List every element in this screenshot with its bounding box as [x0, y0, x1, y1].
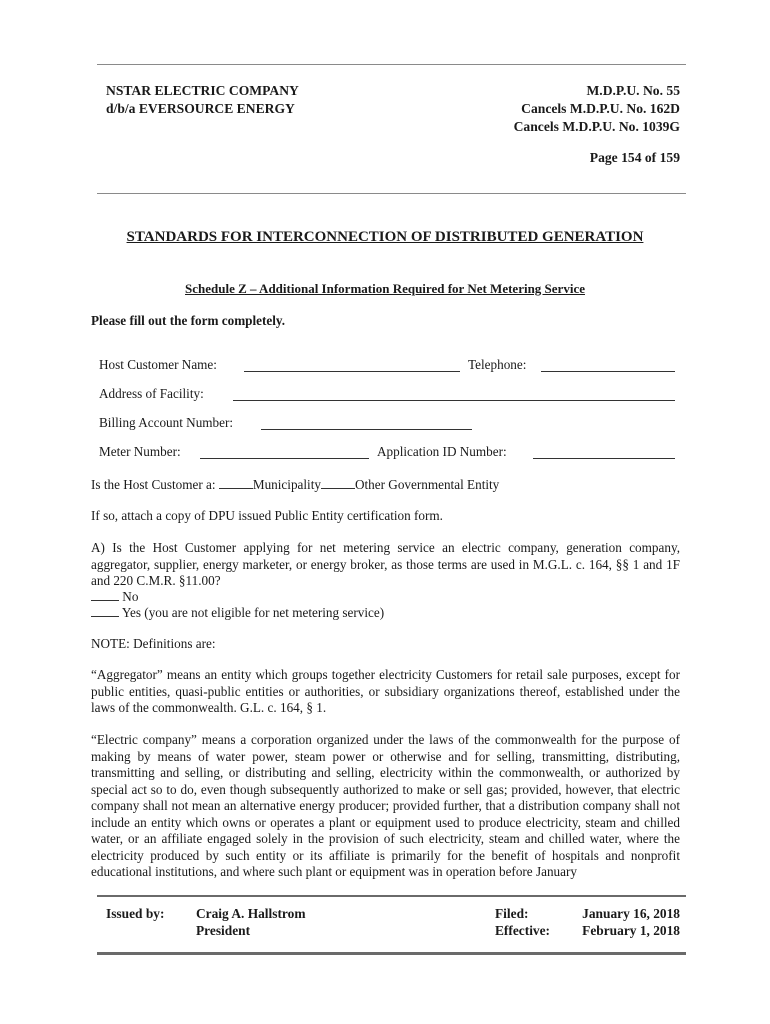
tariff-block [380, 82, 680, 167]
issuer-name: Craig A. Hallstrom [196, 906, 306, 921]
application-id-field[interactable] [533, 444, 675, 459]
definition-aggregator: “Aggregator” means an entity which groups together electricity Customers for retail sale purposes, except for public entities, quasi-public entities or authorities, or subsidiary organizations thereof, established under the laws of the commonwealth. G.L. c. 164, § 1. [91, 667, 680, 715]
footer-rule-top [97, 895, 686, 897]
top-rule [97, 64, 686, 65]
question-a: A) Is the Host Customer applying for net metering service an electric company, generation company, aggregator, supplier, energy marketer, or energy broker, as those terms are used in M.G.L. c. 164, §§ 1 and 1F and 220 C.M.R. §11.00? [91, 540, 680, 588]
company-line-2: d/b/a EVERSOURCE ENERGY [106, 101, 295, 116]
telephone-label: Telephone: [468, 357, 527, 372]
company-line-1: NSTAR ELECTRIC COMPANY [106, 83, 299, 98]
cancels-line-1: Cancels M.D.P.U. No. 162D [521, 101, 680, 116]
answer-no-label: No [122, 589, 139, 604]
meter-number-label: Meter Number: [99, 444, 181, 459]
document-title: STANDARDS FOR INTERCONNECTION OF DISTRIBUTED GENERATION [126, 229, 644, 245]
municipality-blank[interactable] [219, 476, 253, 489]
issuer-block [196, 905, 305, 939]
schedule-title: Schedule Z – Additional Information Required for Net Metering Service [185, 281, 585, 296]
header-rule [97, 193, 686, 194]
answer-yes-row [91, 604, 384, 622]
footer-rule-bottom [97, 952, 686, 955]
application-id-label: Application ID Number: [377, 444, 507, 459]
cancels-line-2: Cancels M.D.P.U. No. 1039G [513, 119, 680, 134]
form-instruction: Please fill out the form completely. [91, 313, 286, 328]
municipality-option: Municipality [252, 477, 321, 492]
answer-yes-blank[interactable] [91, 604, 119, 617]
telephone-field[interactable] [541, 357, 675, 372]
effective-label: Effective: [495, 923, 551, 938]
meter-number-field[interactable] [200, 444, 369, 459]
dates-block [560, 905, 680, 939]
billing-account-field[interactable] [261, 415, 472, 430]
other-entity-blank[interactable] [321, 476, 355, 489]
issuer-title: President [196, 923, 251, 938]
address-field[interactable] [233, 386, 675, 401]
answer-yes-label: Yes (you are not eligible for net metering service) [121, 605, 385, 620]
host-question-prefix: Is the Host Customer a: [91, 477, 216, 492]
company-name [106, 82, 299, 118]
other-entity-option: Other Governmental Entity [354, 477, 500, 492]
filed-date: January 16, 2018 [582, 906, 680, 921]
answer-no-row [91, 588, 138, 606]
issued-by-label: Issued by: [106, 906, 165, 921]
host-customer-name-label: Host Customer Name: [99, 357, 217, 372]
page-number: Page 154 of 159 [589, 150, 680, 165]
tariff-number: M.D.P.U. No. 55 [586, 83, 680, 98]
attach-note: If so, attach a copy of DPU issued Public Entity certification form. [91, 508, 443, 523]
filed-label-block [495, 905, 550, 939]
note-heading: NOTE: Definitions are: [91, 636, 216, 651]
filed-label: Filed: [495, 906, 529, 921]
address-label: Address of Facility: [99, 386, 204, 401]
host-customer-name-field[interactable] [244, 357, 460, 372]
answer-no-blank[interactable] [91, 588, 119, 601]
billing-account-label: Billing Account Number: [99, 415, 234, 430]
definition-electric-company: “Electric company” means a corporation organized under the laws of the commonwealth for the purpose of making by means of water power, steam power or otherwise and for selling, transmitting, distributing, transmitting and selling, or distributing and selling, electricity within the commonwealth, or authorized by special act so to do, even though subsequently authorized to make or sell gas; provided, however, that electric company shall not mean an alternative energy producer; provided further, that a distribution company shall not include an entity which owns or operates a plant or equipment used to produce electricity, steam and chilled water, or an affiliate engaged solely in the provision of such electricity, steam and chilled water, where the electricity produced by such entity or its affiliate is primarily for the benefit of hospitals and nonprofit educational institutions, and where such plant or equipment was in operation before January [91, 732, 680, 879]
effective-date: February 1, 2018 [582, 923, 680, 938]
host-customer-question [91, 476, 499, 494]
